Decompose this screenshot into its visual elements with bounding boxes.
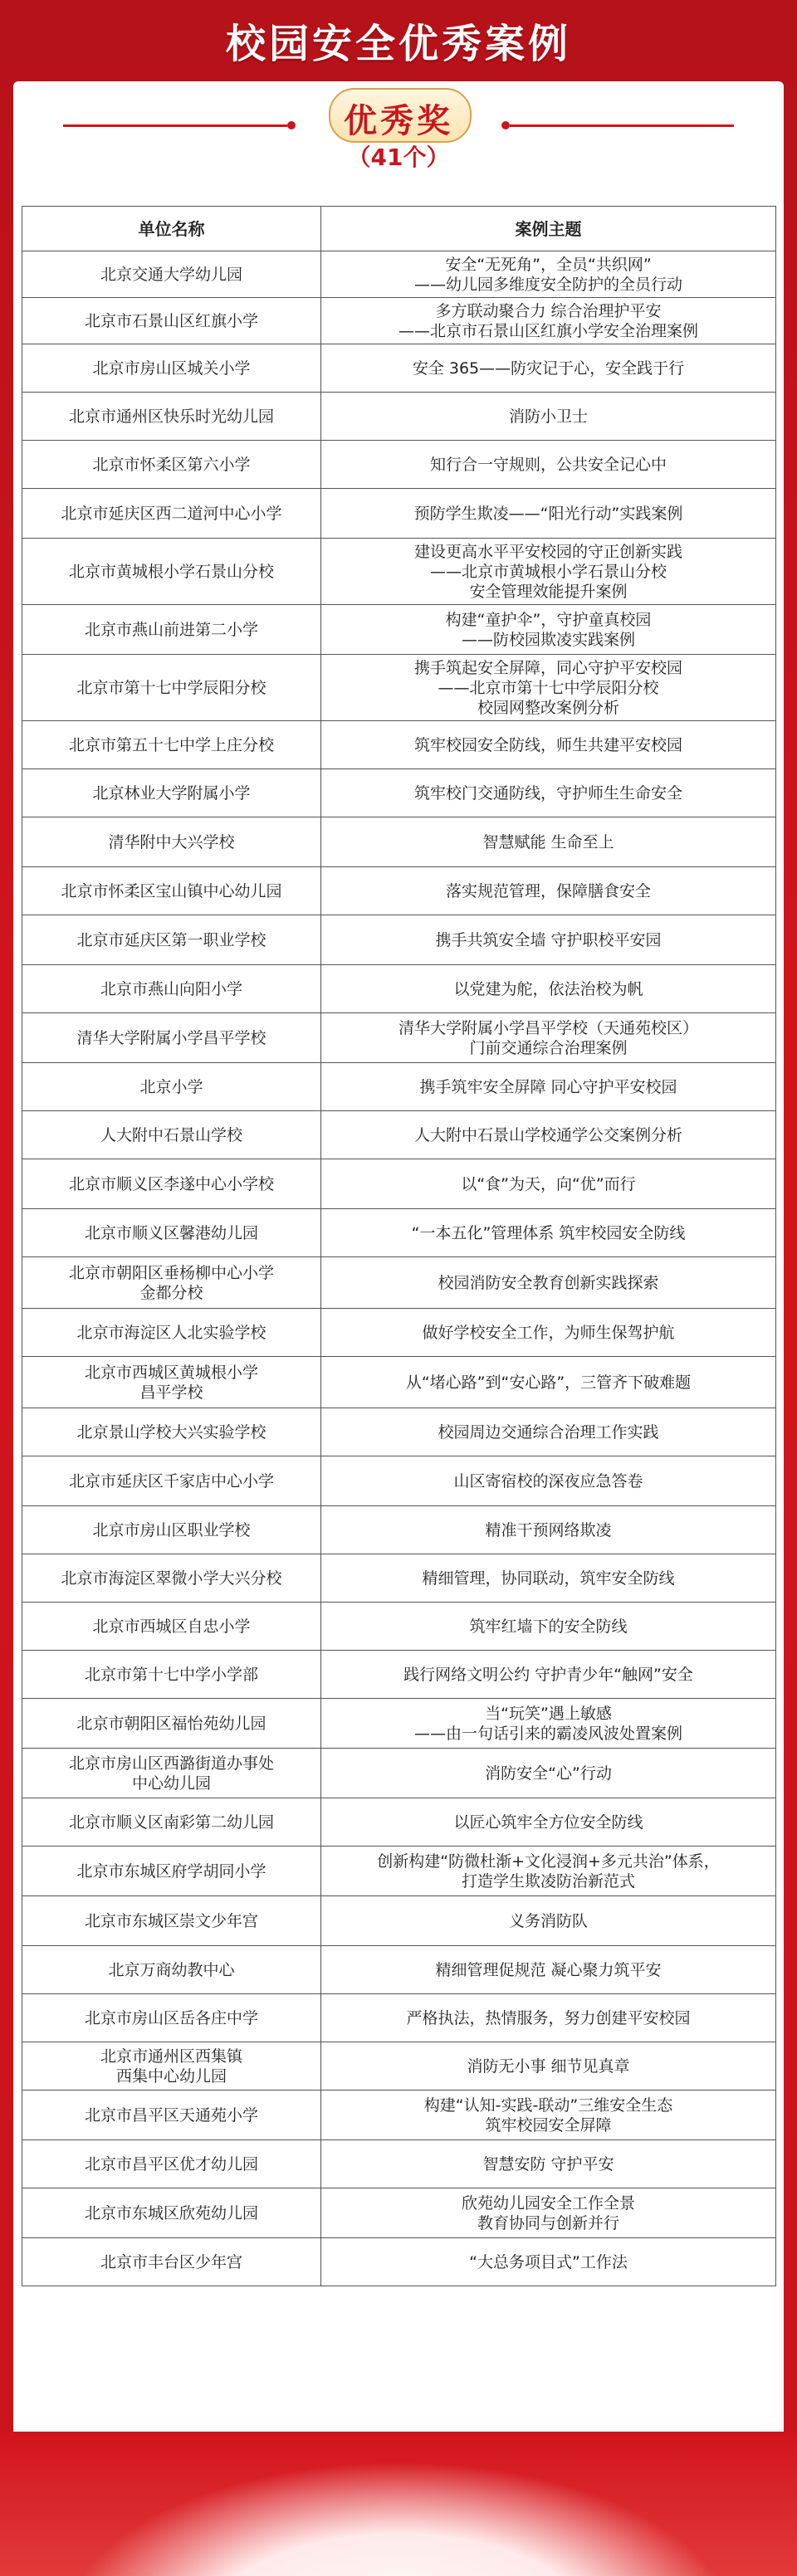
unit-name-line: 清华附中大兴学校 xyxy=(108,832,235,851)
unit-name-cell xyxy=(22,915,321,965)
unit-name-cell xyxy=(22,721,321,769)
case-theme-line: 校园周边交通综合治理工作实践 xyxy=(438,1422,659,1442)
table-row xyxy=(22,721,776,769)
table-row xyxy=(22,1946,776,1994)
unit-name-cell xyxy=(22,867,321,915)
unit-name-line: 北京市丰台区少年宫 xyxy=(100,2252,242,2271)
column-header-unit: 单位名称 xyxy=(22,207,321,251)
unit-name-line: 北京景山学校大兴实验学校 xyxy=(76,1422,266,1442)
case-theme-cell xyxy=(321,1896,776,1946)
case-theme-line: 安全 365——防灾记于心，安全践于行 xyxy=(412,359,685,378)
unit-name-line: 北京市第十七中学小学部 xyxy=(84,1665,258,1684)
unit-name-line: 北京市东城区欣苑幼儿园 xyxy=(84,2203,258,2222)
award-count: （41个） xyxy=(347,144,450,171)
unit-name-cell xyxy=(22,965,321,1013)
table-row xyxy=(22,1506,776,1554)
case-theme-line: 携手筑牢安全屏障 同心守护平安校园 xyxy=(419,1077,677,1096)
table-row xyxy=(22,867,776,915)
table-row xyxy=(22,539,776,605)
table-row xyxy=(22,1896,776,1946)
table-row xyxy=(22,2042,776,2091)
unit-name-line: 北京市第十七中学辰阳分校 xyxy=(76,678,266,697)
table-row xyxy=(22,1749,776,1798)
unit-name-cell xyxy=(22,2188,321,2238)
case-theme-line: 精准干预网络欺凌 xyxy=(485,1520,612,1539)
case-theme-line: 践行网络文明公约 守护青少年“触网”安全 xyxy=(403,1665,693,1684)
case-theme-cell xyxy=(321,441,776,489)
case-theme-cell xyxy=(321,344,776,393)
case-theme-cell xyxy=(321,1159,776,1209)
unit-name-line: 北京市昌平区天通苑小学 xyxy=(84,2105,258,2125)
case-theme-line: 以党建为舵，依法治校为帆 xyxy=(453,979,643,998)
table-header-row xyxy=(22,207,776,251)
header-banner xyxy=(0,0,797,80)
unit-name-line: 北京市顺义区馨港幼儿园 xyxy=(84,1223,258,1242)
unit-name-cell xyxy=(22,2238,321,2286)
unit-name-line: 北京市朝阳区福怡苑幼儿园 xyxy=(76,1714,266,1733)
case-theme-cell xyxy=(321,817,776,867)
unit-name-line: 北京市燕山向阳小学 xyxy=(100,979,242,998)
unit-name-cell xyxy=(22,1847,321,1896)
unit-name-cell xyxy=(22,1603,321,1651)
unit-name-cell xyxy=(22,539,321,605)
case-theme-cell xyxy=(321,1456,776,1506)
case-theme-line: 教育协同与创新并行 xyxy=(477,2213,619,2232)
table-row xyxy=(22,1209,776,1257)
unit-name-cell xyxy=(22,655,321,721)
case-theme-cell xyxy=(321,867,776,915)
unit-name-line: 北京市石景山区红旗小学 xyxy=(84,311,258,330)
case-theme-line: ——北京市石景山区红旗小学安全治理案例 xyxy=(398,321,698,340)
unit-name-cell xyxy=(22,298,321,344)
case-theme-cell xyxy=(321,1749,776,1798)
unit-name-line: 北京市海淀区人北实验学校 xyxy=(76,1323,266,1342)
unit-name-line: 北京市第五十七中学上庄分校 xyxy=(68,735,274,754)
unit-name-cell xyxy=(22,605,321,655)
table-row xyxy=(22,1554,776,1603)
unit-name-line: 北京林业大学附属小学 xyxy=(92,783,251,803)
case-theme-line: “大总务项目式”工作法 xyxy=(469,2252,628,2271)
case-theme-line: ——幼儿园多维度安全防护的全员行动 xyxy=(413,275,682,294)
case-theme-cell xyxy=(321,1209,776,1257)
unit-name-line: 西集中心幼儿园 xyxy=(115,2066,227,2086)
case-theme-cell xyxy=(321,915,776,965)
case-theme-line: 山区寄宿校的深夜应急答卷 xyxy=(453,1471,643,1490)
case-theme-cell xyxy=(321,1554,776,1603)
table-row xyxy=(22,655,776,721)
unit-name-cell xyxy=(22,1159,321,1209)
unit-name-line: 清华大学附属小学昌平学校 xyxy=(76,1028,266,1047)
case-theme-line: 预防学生欺凌——“阳光行动”实践案例 xyxy=(413,504,683,523)
table-row xyxy=(22,1257,776,1309)
case-theme-cell xyxy=(321,1063,776,1111)
unit-name-cell xyxy=(22,1357,321,1408)
unit-name-line: 北京小学 xyxy=(139,1077,203,1096)
case-theme-line: 安全“无死角”，全员“共织网” xyxy=(445,255,652,274)
case-theme-cell xyxy=(321,2042,776,2091)
unit-name-line: 北京市房山区岳各庄中学 xyxy=(84,2008,258,2027)
case-theme-line: 构建“童护伞”，守护童真校园 xyxy=(445,610,652,629)
unit-name-line: 北京市海淀区翠微小学大兴分校 xyxy=(61,1569,282,1588)
unit-name-cell xyxy=(22,2091,321,2140)
unit-name-cell xyxy=(22,1408,321,1456)
case-theme-cell xyxy=(321,1506,776,1554)
unit-name-cell xyxy=(22,1994,321,2042)
case-theme-cell xyxy=(321,655,776,721)
table-row xyxy=(22,298,776,344)
case-theme-cell xyxy=(321,1847,776,1896)
page-title: 校园安全优秀案例 xyxy=(225,20,571,67)
case-theme-line: 门前交通综合治理案例 xyxy=(469,1038,628,1057)
unit-name-line: 昌平学校 xyxy=(139,1383,203,1402)
case-theme-line: 做好学校安全工作，为师生保驾护航 xyxy=(422,1323,675,1342)
case-theme-line: 消防无小事 细节见真章 xyxy=(467,2056,630,2076)
unit-name-cell xyxy=(22,1896,321,1946)
case-theme-line: 智慧赋能 生命至上 xyxy=(482,832,614,851)
unit-name-cell xyxy=(22,251,321,298)
case-theme-line: 校园网整改案例分析 xyxy=(477,698,619,717)
case-theme-cell xyxy=(321,393,776,441)
case-theme-cell xyxy=(321,1309,776,1357)
case-theme-cell xyxy=(321,721,776,769)
case-theme-cell xyxy=(321,1013,776,1063)
table-row xyxy=(22,769,776,817)
case-theme-cell xyxy=(321,1111,776,1159)
unit-name-line: 北京市东城区府学胡同小学 xyxy=(76,1861,266,1881)
case-theme-line: 筑牢校门交通防线，守护师生生命安全 xyxy=(413,783,682,803)
unit-name-cell xyxy=(22,1257,321,1309)
table-row xyxy=(22,441,776,489)
unit-name-cell xyxy=(22,769,321,817)
unit-name-cell xyxy=(22,1946,321,1994)
case-theme-cell xyxy=(321,1946,776,1994)
award-title: 优秀奖 xyxy=(344,102,453,140)
case-theme-cell xyxy=(321,2091,776,2140)
table-row xyxy=(22,1847,776,1896)
footer-decoration xyxy=(0,2432,797,2576)
unit-name-line: 北京市昌平区优才幼儿园 xyxy=(84,2154,258,2174)
unit-name-cell xyxy=(22,1209,321,1257)
unit-name-cell xyxy=(22,1699,321,1749)
table-row xyxy=(22,1063,776,1111)
case-theme-cell xyxy=(321,1651,776,1699)
unit-name-line: 北京市西城区自忠小学 xyxy=(92,1617,251,1636)
table-row xyxy=(22,2188,776,2238)
unit-name-cell xyxy=(22,1506,321,1554)
table-row xyxy=(22,1013,776,1063)
unit-name-line: 北京市朝阳区垂杨柳中心小学 xyxy=(68,1263,274,1282)
unit-name-cell xyxy=(22,1554,321,1603)
case-theme-cell xyxy=(321,489,776,539)
table-row xyxy=(22,1309,776,1357)
unit-name-line: 北京市通州区快乐时光幼儿园 xyxy=(68,407,274,426)
case-theme-line: 安全管理效能提升案例 xyxy=(469,582,628,601)
unit-name-line: 北京市延庆区西二道河中心小学 xyxy=(61,504,282,523)
unit-name-line: 北京市燕山前进第二小学 xyxy=(84,620,258,639)
unit-name-line: 北京市延庆区第一职业学校 xyxy=(76,930,266,949)
case-theme-line: 以匠心筑牢全方位安全防线 xyxy=(453,1812,643,1832)
case-theme-line: 创新构建“防微杜渐+文化浸润+多元共治”体系， xyxy=(377,1852,720,1871)
case-theme-line: ——由一句话引来的霸凌风波处置案例 xyxy=(413,1724,682,1743)
unit-name-line: 北京市通州区西集镇 xyxy=(100,2047,242,2066)
unit-name-cell xyxy=(22,441,321,489)
table-row xyxy=(22,1111,776,1159)
table-row xyxy=(22,915,776,965)
unit-name-line: 北京万商幼教中心 xyxy=(108,1960,235,1979)
case-theme-line: 筑牢校园安全屏障 xyxy=(485,2115,612,2134)
unit-name-cell xyxy=(22,2140,321,2188)
unit-name-line: 北京市顺义区南彩第二幼儿园 xyxy=(68,1812,274,1832)
case-theme-cell xyxy=(321,298,776,344)
case-theme-line: 筑牢红墙下的安全防线 xyxy=(469,1617,628,1636)
case-theme-line: “一本五化”管理体系 筑牢校园安全防线 xyxy=(411,1223,686,1242)
unit-name-line: 北京市房山区西潞街道办事处 xyxy=(68,1754,274,1773)
unit-name-line: 人大附中石景山学校 xyxy=(100,1125,242,1144)
case-theme-line: 建设更高水平平安校园的守正创新实践 xyxy=(413,542,682,561)
table-row xyxy=(22,2238,776,2286)
table-row xyxy=(22,605,776,655)
case-theme-cell xyxy=(321,1798,776,1847)
table-row xyxy=(22,1994,776,2042)
table-row xyxy=(22,2091,776,2140)
case-theme-cell xyxy=(321,605,776,655)
case-theme-cell xyxy=(321,539,776,605)
case-theme-cell xyxy=(321,1357,776,1408)
case-theme-cell xyxy=(321,1994,776,2042)
unit-name-cell xyxy=(22,1063,321,1111)
table-row xyxy=(22,1357,776,1408)
case-theme-line: 打造学生欺凌防治新范式 xyxy=(461,1871,635,1891)
case-theme-line: 清华大学附属小学昌平学校（天通苑校区） xyxy=(398,1018,698,1037)
case-theme-line: 携手筑起安全屏障，同心守护平安校园 xyxy=(413,658,682,677)
unit-name-cell xyxy=(22,344,321,393)
cases-table xyxy=(22,206,776,2286)
case-theme-cell xyxy=(321,1408,776,1456)
table-row xyxy=(22,1798,776,1847)
case-theme-line: 构建“认知-实践-联动”三维安全生态 xyxy=(423,2095,673,2115)
unit-name-cell xyxy=(22,817,321,867)
case-theme-line: ——北京市第十七中学辰阳分校 xyxy=(438,678,659,697)
case-theme-line: 精细管理促规范 凝心聚力筑平安 xyxy=(435,1960,662,1979)
unit-name-line: 北京市黄城根小学石景山分校 xyxy=(68,562,274,581)
case-theme-line: 从“堵心路”到“安心路”，三管齐下破难题 xyxy=(405,1373,692,1392)
unit-name-line: 金都分校 xyxy=(139,1283,203,1302)
table-row xyxy=(22,817,776,867)
column-header-theme: 案例主题 xyxy=(321,207,776,251)
table-row xyxy=(22,2140,776,2188)
table-row xyxy=(22,1456,776,1506)
case-theme-line: 消防小卫士 xyxy=(508,407,588,426)
case-theme-line: 多方联动聚合力 综合治理护平安 xyxy=(435,301,662,320)
case-theme-line: 当“玩笑”遇上敏感 xyxy=(485,1704,612,1723)
case-theme-cell xyxy=(321,2238,776,2286)
unit-name-cell xyxy=(22,1456,321,1506)
case-theme-cell xyxy=(321,2140,776,2188)
unit-name-cell xyxy=(22,1749,321,1798)
case-theme-line: 人大附中石景山学校通学公交案例分析 xyxy=(413,1125,682,1144)
table-row xyxy=(22,1603,776,1651)
unit-name-cell xyxy=(22,1309,321,1357)
table-row xyxy=(22,489,776,539)
content-card xyxy=(13,81,784,2513)
unit-name-cell xyxy=(22,1651,321,1699)
table-row xyxy=(22,251,776,298)
table-row xyxy=(22,1651,776,1699)
unit-name-cell xyxy=(22,1798,321,1847)
table-row xyxy=(22,1699,776,1749)
unit-name-cell xyxy=(22,1111,321,1159)
case-theme-line: 消防安全“心”行动 xyxy=(485,1764,612,1783)
table-row xyxy=(22,393,776,441)
case-theme-cell xyxy=(321,1603,776,1651)
unit-name-cell xyxy=(22,2042,321,2091)
case-theme-line: ——防校园欺凌实践案例 xyxy=(461,630,635,649)
case-theme-line: 携手共筑安全墙 守护职校平安园 xyxy=(435,930,662,949)
unit-name-line: 北京市房山区城关小学 xyxy=(92,359,251,378)
case-theme-cell xyxy=(321,251,776,298)
unit-name-line: 北京市怀柔区第六小学 xyxy=(92,455,251,474)
unit-name-cell xyxy=(22,1013,321,1063)
case-theme-cell xyxy=(321,965,776,1013)
unit-name-line: 北京市房山区职业学校 xyxy=(92,1520,251,1539)
unit-name-line: 北京市东城区崇文少年宫 xyxy=(84,1911,258,1930)
case-theme-line: ——北京市黄城根小学石景山分校 xyxy=(429,562,667,581)
unit-name-line: 北京市顺义区李遂中心小学校 xyxy=(68,1174,274,1193)
case-theme-line: 智慧安防 守护平安 xyxy=(482,2154,614,2174)
unit-name-line: 北京市西城区黄城根小学 xyxy=(84,1363,258,1382)
case-theme-cell xyxy=(321,1257,776,1309)
unit-name-cell xyxy=(22,393,321,441)
unit-name-line: 北京市延庆区千家店中心小学 xyxy=(68,1471,274,1490)
case-theme-line: 知行合一守规则，公共安全记心中 xyxy=(429,455,667,474)
case-theme-line: 严格执法，热情服务，努力创建平安校园 xyxy=(406,2008,691,2027)
case-theme-line: 校园消防安全教育创新实践探索 xyxy=(438,1273,659,1292)
table-row xyxy=(22,1408,776,1456)
unit-name-line: 北京市怀柔区宝山镇中心幼儿园 xyxy=(61,881,282,900)
case-theme-line: 筑牢校园安全防线，师生共建平安校园 xyxy=(413,735,682,754)
case-theme-cell xyxy=(321,1699,776,1749)
case-theme-line: 落实规范管理，保障膳食安全 xyxy=(445,881,651,900)
case-theme-cell xyxy=(321,769,776,817)
unit-name-line: 中心幼儿园 xyxy=(131,1773,211,1793)
unit-name-line: 北京交通大学幼儿园 xyxy=(100,265,242,284)
unit-name-cell xyxy=(22,489,321,539)
case-theme-line: 义务消防队 xyxy=(508,1911,588,1930)
award-header xyxy=(13,81,784,181)
table-row xyxy=(22,965,776,1013)
table-row xyxy=(22,344,776,393)
case-theme-line: 以“食”为天，向“优”而行 xyxy=(461,1174,636,1193)
case-theme-cell xyxy=(321,2188,776,2238)
table-row xyxy=(22,1159,776,1209)
case-theme-line: 精细管理，协同联动，筑牢安全防线 xyxy=(422,1569,675,1588)
case-theme-line: 欣苑幼儿园安全工作全景 xyxy=(461,2193,635,2213)
